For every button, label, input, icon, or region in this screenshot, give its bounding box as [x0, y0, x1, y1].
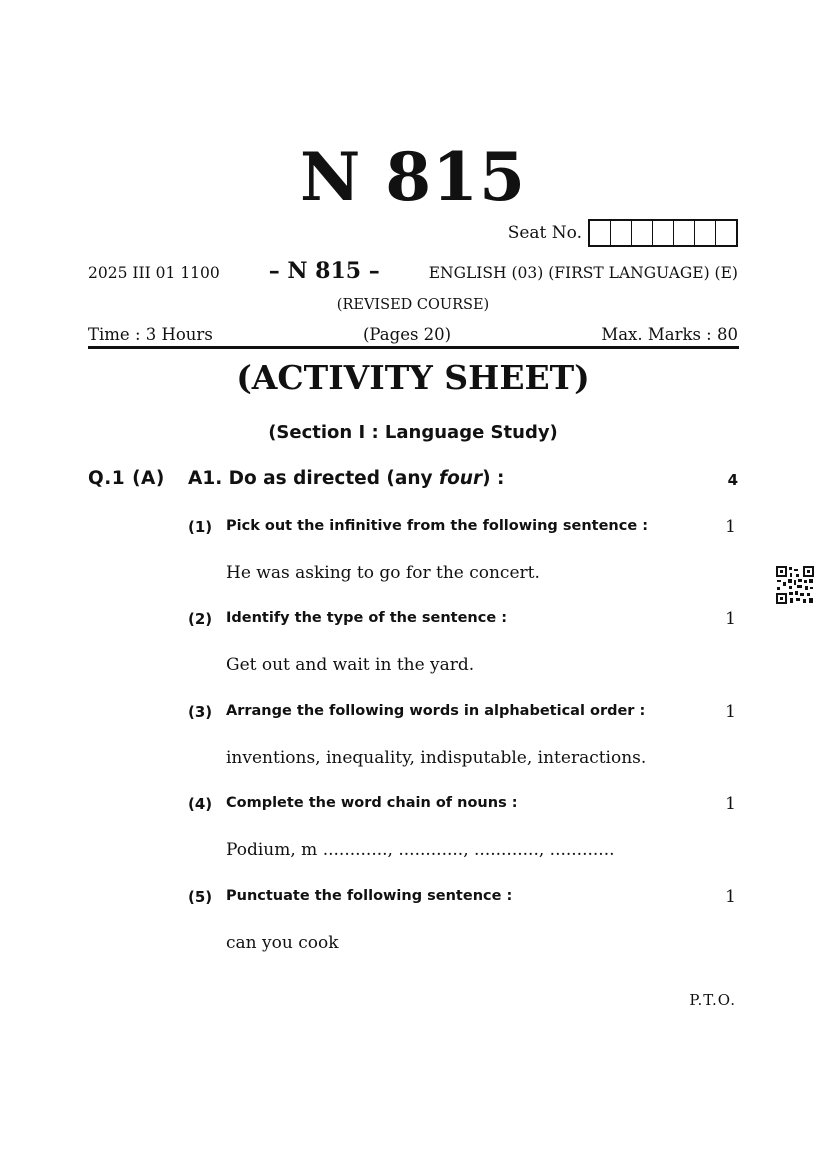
item-number: (2): [188, 610, 213, 628]
exam-meta-line: [88, 258, 738, 284]
item-mark: 1: [725, 794, 736, 814]
seat-box: [695, 221, 716, 245]
seat-number-label: Seat No.: [507, 223, 582, 243]
seat-box: [674, 221, 695, 245]
instruction-text: Do as directed (any: [228, 468, 433, 489]
seat-box: [632, 221, 653, 245]
item-answer: Podium, m ............, ............, ............, ............: [226, 840, 615, 860]
pto-label: P.T.O.: [689, 991, 736, 1009]
seat-box: [716, 221, 736, 245]
item-mark: 1: [725, 887, 736, 907]
paper-code: N 815: [299, 138, 527, 216]
page-count: (Pages 20): [363, 325, 452, 344]
section-title: (Section I : Language Study): [268, 422, 558, 443]
subject: ENGLISH (03) (FIRST LANGUAGE) (E): [428, 264, 738, 282]
seat-number-boxes: [588, 219, 738, 247]
item-number: (1): [188, 518, 213, 536]
date-code: 2025 III 01 1100: [88, 264, 220, 282]
time-allowed: Time : 3 Hours: [88, 325, 213, 344]
exam-info-row: [88, 325, 738, 344]
item-question: Complete the word chain of nouns :: [226, 795, 518, 811]
instruction-emphasis: four: [439, 468, 483, 489]
item-question: Pick out the infinitive from the following sentence :: [226, 518, 649, 534]
max-marks: Max. Marks : 80: [601, 325, 738, 344]
seat-box: [590, 221, 611, 245]
item-number: (5): [188, 888, 213, 906]
seat-box: [611, 221, 632, 245]
item-answer: Get out and wait in the yard.: [226, 655, 475, 675]
qr-code-icon: [775, 565, 815, 605]
item-answer: can you cook: [226, 933, 339, 953]
item-mark: 1: [725, 609, 736, 629]
header-divider: [88, 346, 739, 349]
question-instruction: [188, 468, 504, 489]
a1-label: A1.: [188, 468, 223, 489]
instruction-end: ) :: [482, 468, 505, 489]
item-number: (3): [188, 703, 213, 721]
meta-paper-code: – N 815 –: [268, 258, 380, 284]
item-question: Identify the type of the sentence :: [226, 610, 508, 626]
question-number: Q.1 (A): [88, 468, 165, 489]
seat-box: [653, 221, 674, 245]
item-question: Punctuate the following sentence :: [226, 888, 513, 904]
revised-course: (REVISED COURSE): [336, 297, 490, 313]
item-question: Arrange the following words in alphabetical order :: [226, 703, 646, 719]
item-mark: 1: [725, 517, 736, 537]
sheet-title: (ACTIVITY SHEET): [236, 358, 590, 397]
item-number: (4): [188, 795, 213, 813]
question-marks: 4: [727, 471, 738, 489]
item-mark: 1: [725, 702, 736, 722]
item-answer: inventions, inequality, indisputable, interactions.: [226, 748, 647, 768]
item-answer: He was asking to go for the concert.: [226, 563, 540, 583]
seat-number-row: [508, 219, 738, 247]
